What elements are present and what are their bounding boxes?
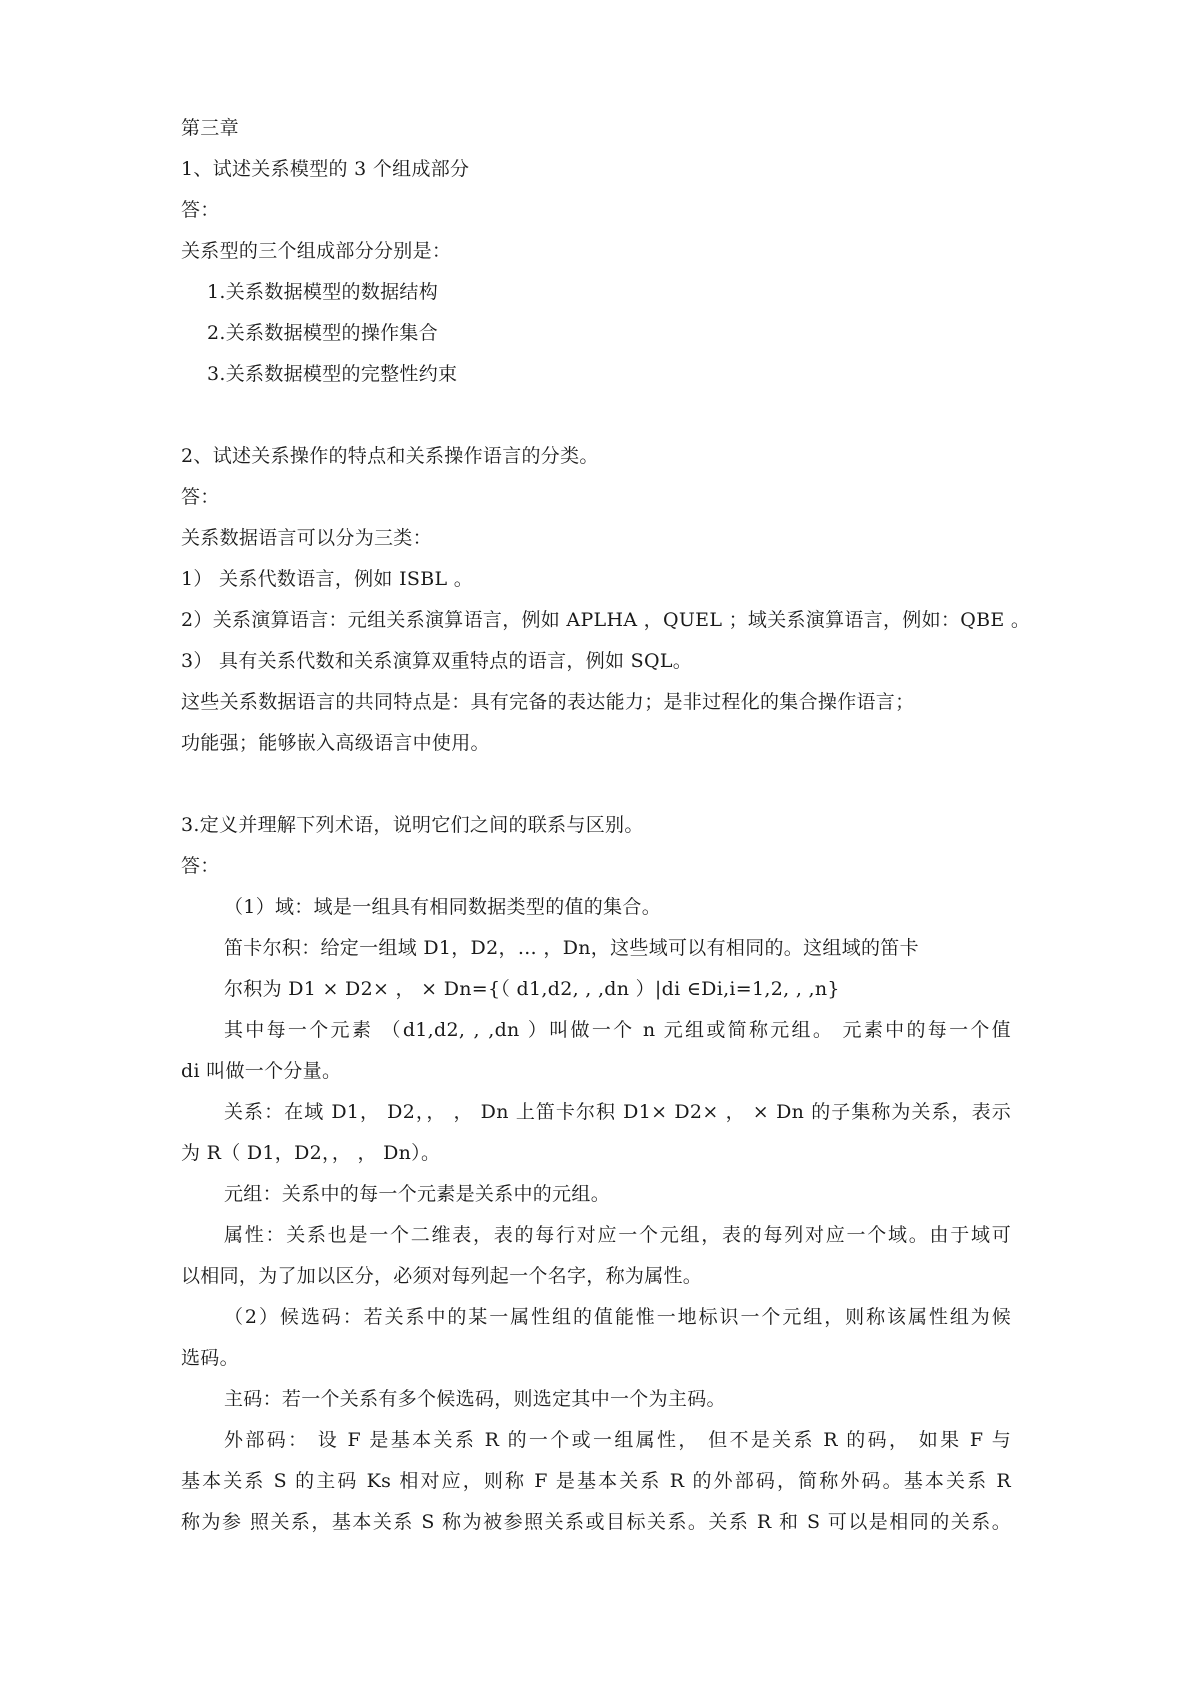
blank-line	[181, 395, 1011, 436]
answer-2-summary: 这些关系数据语言的共同特点是：具有完备的表达能力；是非过程化的集合操作语言；	[181, 691, 915, 713]
definition-tuple-text: 其中每一个元素 （d1,d2, , ,dn ）叫做一个 n 元组或简称元组。 元素中的每一个值	[224, 1019, 1011, 1041]
definition-primary-key: 主码：若一个关系有多个候选码，则选定其中一个为主码。	[224, 1388, 726, 1410]
answer-1-intro: 关系型的三个组成部分分别是：	[181, 240, 452, 262]
answer-1-item: 2.关系数据模型的操作集合	[207, 322, 439, 344]
definition-relation: 为 R（ D1，D2，， ， Dn）。	[181, 1142, 441, 1164]
definition-tuple: 元组：关系中的每一个元素是关系中的元组。	[224, 1183, 611, 1205]
definition-foreign-key: 称为参 照关系，基本关系 S 称为被参照关系或目标关系。关系 R 和 S 可以是相同的关系。	[181, 1511, 1011, 1533]
answer-2-item: 1） 关系代数语言，例如 ISBL 。	[181, 568, 474, 590]
blank-line	[181, 764, 1011, 805]
answer-1-item: 3.关系数据模型的完整性约束	[207, 363, 458, 385]
definition-foreign-key: 基本关系 S 的主码 Ks 相对应，则称 F 是基本关系 R 的外部码，简称外码。基本关系 R	[181, 1470, 1011, 1492]
definition-candidate-key: 选码。	[181, 1347, 239, 1369]
definition-candidate-key: （2）候选码：若关系中的某一属性组的值能惟一地标识一个元组，则称该属性组为候	[224, 1306, 1011, 1328]
question-1: 1、试述关系模型的 3 个组成部分	[181, 158, 470, 180]
definition-relation: 关系：在域 D1， D2，， ， Dn 上笛卡尔积 D1× D2× ， × Dn 的子集称为关系，表示	[224, 1101, 1011, 1123]
definition-cartesian-product: 笛卡尔积：给定一组域 D1，D2，… ，Dn，这些域可以有相同的。这组域的笛卡	[224, 937, 919, 959]
answer-2-intro: 关系数据语言可以分为三类：	[181, 527, 432, 549]
answer-1-item: 1.关系数据模型的数据结构	[207, 281, 439, 303]
definition-attribute: 以相同，为了加以区分，必须对每列起一个名字，称为属性。	[181, 1265, 703, 1287]
cartesian-product-formula: 尔积为 D1 × D2× ， × Dn={（ d1,d2, , ,dn ）|di ∈Di,i=1,2, , ,n}	[224, 978, 840, 1000]
question-3: 3.定义并理解下列术语，说明它们之间的联系与区别。	[181, 814, 644, 836]
definition-foreign-key: 外部码： 设 F 是基本关系 R 的一个或一组属性， 但不是关系 R 的码， 如果 F 与	[224, 1429, 1011, 1451]
definition-tuple-text: di 叫做一个分量。	[181, 1060, 342, 1082]
answer-label-1: 答：	[181, 199, 220, 221]
definition-domain: （1）域：域是一组具有相同数据类型的值的集合。	[224, 896, 661, 918]
chapter-title: 第三章	[181, 117, 239, 139]
answer-2-item: 3） 具有关系代数和关系演算双重特点的语言，例如 SQL。	[181, 650, 693, 672]
answer-2-summary: 功能强；能够嵌入高级语言中使用。	[181, 732, 490, 754]
document-body	[181, 108, 1031, 1543]
question-2: 2、试述关系操作的特点和关系操作语言的分类。	[181, 445, 599, 467]
answer-label-3: 答：	[181, 855, 220, 877]
answer-label-2: 答：	[181, 486, 220, 508]
answer-2-item: 2）关系演算语言：元组关系演算语言，例如 APLHA ，QUEL ；域关系演算语言，例如：QBE 。	[181, 609, 1031, 631]
definition-attribute: 属性：关系也是一个二维表，表的每行对应一个元组，表的每列对应一个域。由于域可	[224, 1224, 1011, 1246]
